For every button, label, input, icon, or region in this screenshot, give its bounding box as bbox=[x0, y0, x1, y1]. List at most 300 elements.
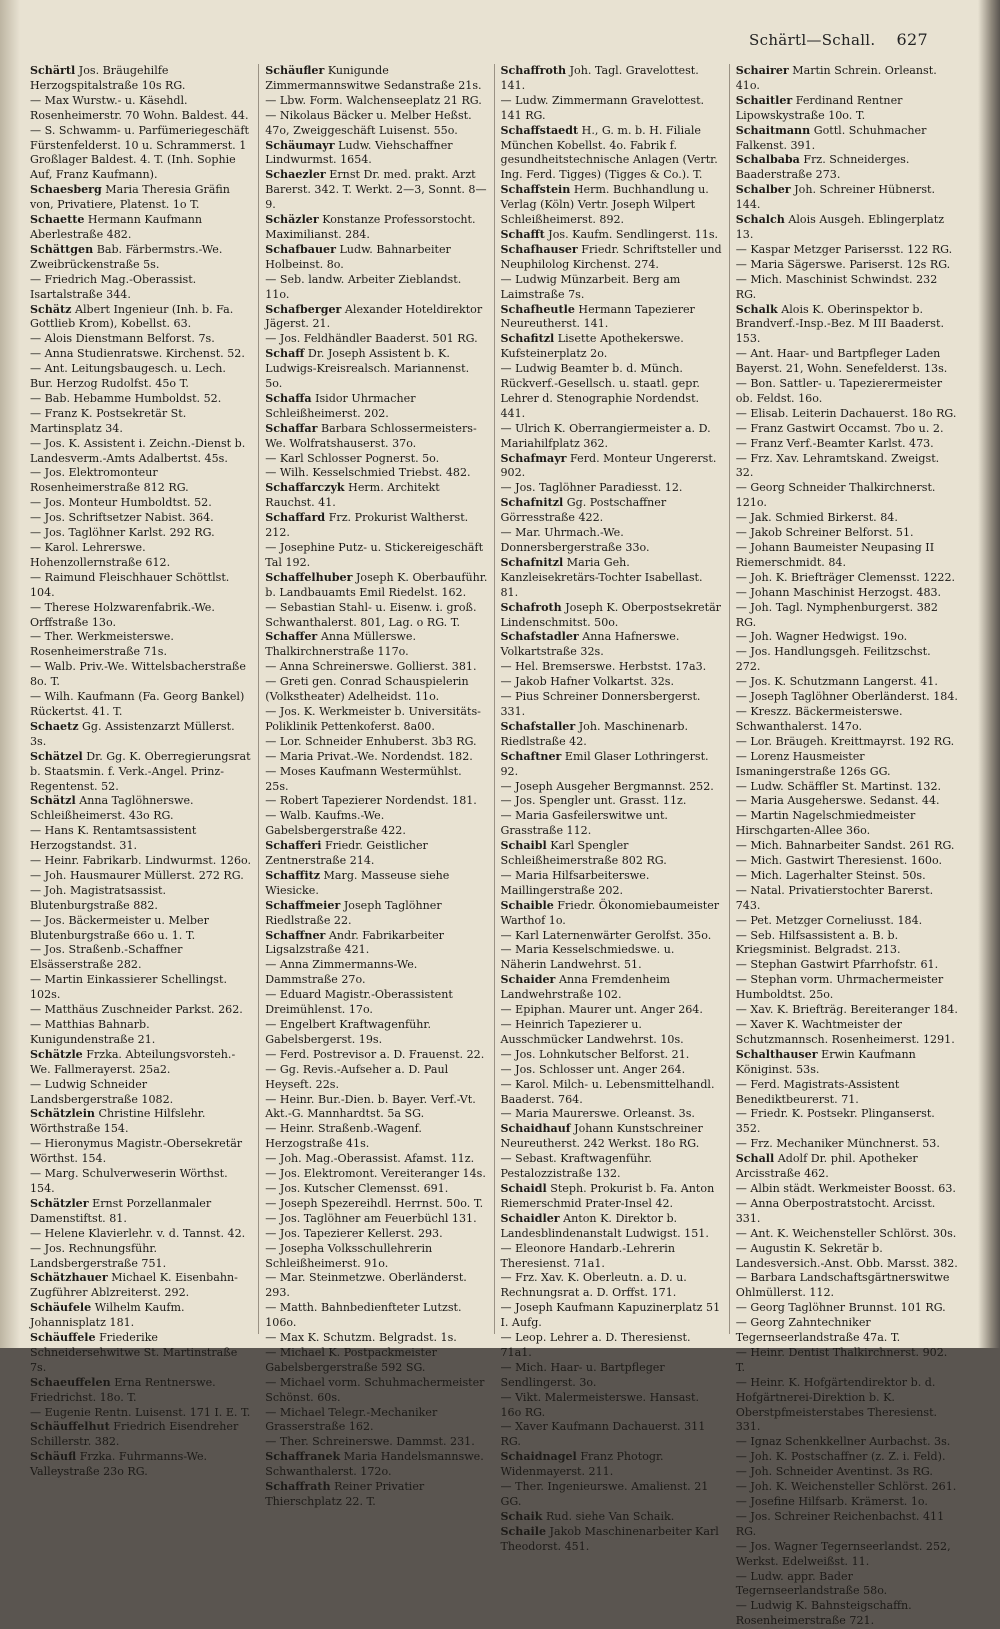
entry-text: — Ignaz Schenkkellner Aurbachst. 3s. bbox=[735, 1435, 951, 1449]
directory-entry bbox=[30, 273, 252, 303]
entry-text: Isidor Uhrmacher Schleißheimerst. 202. bbox=[265, 391, 416, 420]
entry-surname: Schaffstein bbox=[500, 183, 571, 197]
entry-text: — Michael K. Postpackmeister Gabelsbergerstraße 592 SG. bbox=[265, 1345, 437, 1374]
entry-text: — Joseph Kaufmann Kapuzinerplatz 51 I. Aufg. bbox=[500, 1301, 721, 1330]
entry-surname: Schätzel bbox=[30, 749, 83, 763]
directory-entry bbox=[265, 347, 487, 392]
directory-entry bbox=[30, 750, 252, 795]
entry-text: Ludw. Bahnarbeiter Holbeinst. 8o. bbox=[265, 242, 451, 271]
entry-text: Alois K. Oberinspektor b. Brandverf.-Insp.-Bez. M III Baaderst. 153. bbox=[735, 302, 944, 346]
entry-text: Kunigunde Zimmermannswitwe Sedanstraße 21s. bbox=[265, 64, 482, 92]
entry-text: — Joh. Mag.-Oberassist. Afamst. 11z. bbox=[265, 1152, 475, 1166]
directory-entry bbox=[736, 1137, 958, 1152]
directory-entry bbox=[265, 660, 487, 675]
entry-text: — Jos. K. Werkmeister b. Universitäts-Poliklinik Pettenkoferst. 8a00. bbox=[265, 704, 481, 733]
entry-text: Hermann Tapezierer Neureutherst. 141. bbox=[500, 302, 695, 331]
entry-text: — Frz. Mechaniker Münchnerst. 53. bbox=[735, 1137, 940, 1151]
entry-text: — Engelbert Kraftwagenführ. Gabelsbergerst. 19s. bbox=[265, 1018, 431, 1046]
entry-text: — Ludwig K. Bahnsteigschaffn. Rosenheimerstraße 721. bbox=[735, 1599, 912, 1628]
entry-text: — Natal. Privatierstochter Barerst. 743. bbox=[735, 883, 934, 912]
directory-entry bbox=[736, 958, 958, 973]
directory-entry bbox=[30, 720, 252, 750]
entry-surname: Schafnitzl bbox=[500, 496, 564, 510]
entry-surname: Schaftner bbox=[500, 749, 562, 763]
entry-text: — Matthäus Zuschneider Parkst. 262. bbox=[30, 1003, 243, 1017]
directory-entry bbox=[265, 675, 487, 705]
entry-text: Friedr. Ökonomiebaumeister Warthof 1o. bbox=[500, 898, 720, 927]
entry-text: Joh. Schreiner Hübnerst. 144. bbox=[735, 183, 936, 212]
entry-surname: Schäufl bbox=[30, 1450, 77, 1464]
entry-text: — Lorenz Hausmeister Ismaningerstraße 126s GG. bbox=[735, 749, 891, 778]
directory-entry bbox=[265, 303, 487, 333]
directory-entry bbox=[30, 1078, 252, 1108]
column-3 bbox=[494, 64, 729, 1553]
directory-entry bbox=[30, 541, 252, 571]
entry-text: — Maria Sägerswe. Pariserst. 12s RG. bbox=[735, 257, 951, 271]
entry-text: Anna Müllerswe. Thalkirchnerstraße 117o. bbox=[265, 630, 417, 659]
directory-entry bbox=[30, 824, 252, 854]
entry-text: Friedr. Geistlicher Zentnerstraße 214. bbox=[265, 839, 428, 868]
directory-entry bbox=[265, 109, 487, 139]
entry-surname: Schaidhauf bbox=[500, 1122, 571, 1136]
directory-entry bbox=[265, 1346, 487, 1376]
directory-entry bbox=[265, 1406, 487, 1436]
directory-entry bbox=[30, 1107, 252, 1137]
directory-entry bbox=[736, 571, 958, 586]
entry-text: — Ant. K. Weichensteller Schlörst. 30s. bbox=[735, 1226, 957, 1240]
directory-entry bbox=[30, 854, 252, 869]
directory-entry bbox=[736, 1570, 958, 1600]
entry-text: — Jos. Lohnkutscher Belforst. 21. bbox=[500, 1047, 690, 1061]
directory-entry bbox=[30, 332, 252, 347]
directory-entry bbox=[30, 1018, 252, 1048]
entry-text: — Kreszz. Bäckermeisterswe. Schwanthalerst. 147o. bbox=[735, 704, 903, 733]
directory-entry bbox=[501, 243, 723, 273]
entry-text: — Anna Oberpostratstocht. Arcisst. 331. bbox=[735, 1196, 936, 1225]
entry-text: — Hel. Bremserswe. Herbstst. 17a3. bbox=[500, 660, 707, 674]
entry-surname: Schaffstaedt bbox=[500, 123, 579, 137]
entry-text: Frz. Prokurist Waltherst. 212. bbox=[265, 511, 469, 540]
directory-entry bbox=[265, 1122, 487, 1152]
entry-surname: Schärtl bbox=[30, 64, 76, 77]
entry-surname: Schäuffele bbox=[30, 1331, 96, 1345]
directory-entry bbox=[265, 1018, 487, 1048]
entry-text: — Franz K. Postsekretär St. Martinsplatz 34. bbox=[30, 406, 187, 435]
entry-text: — Xaver K. Wachtmeister der Schutzmannsch. Rosenheimerst. 1291. bbox=[735, 1018, 955, 1046]
entry-text: — Matth. Bahnbedienfteter Lutzst. 106o. bbox=[265, 1301, 462, 1330]
directory-entry bbox=[30, 124, 252, 184]
directory-entry bbox=[501, 1003, 723, 1018]
entry-text: — Greti gen. Conrad Schauspielerin (Volkstheater) Adelheidst. 11o. bbox=[265, 675, 469, 704]
directory-entry bbox=[736, 407, 958, 422]
directory-entry bbox=[30, 1048, 252, 1078]
entry-text: Frz. Schneiderges. Baaderstraße 273. bbox=[735, 153, 910, 182]
entry-text: Jos. Bräugehilfe Herzogspitalstraße 10s RG. bbox=[30, 64, 186, 92]
directory-entry bbox=[265, 794, 487, 809]
entry-text: — Joseph Ausgeher Bergmannst. 252. bbox=[500, 779, 714, 793]
entry-surname: Schafhauser bbox=[500, 242, 578, 256]
directory-entry bbox=[265, 1227, 487, 1242]
entry-text: Reiner Privatier Thierschplatz 22. T. bbox=[265, 1480, 425, 1508]
directory-entry bbox=[501, 452, 723, 482]
entry-text: — Michael Telegr.-Mechaniker Grasserstraße 162. bbox=[265, 1405, 438, 1434]
entry-text: — Jos. Wagner Tegernseerlandst. 252, Werkst. Edelweißst. 11. bbox=[735, 1539, 951, 1568]
entry-text: — Ther. Ingenieurswe. Amalienst. 21 GG. bbox=[500, 1480, 709, 1508]
directory-entry bbox=[501, 1301, 723, 1331]
entry-surname: Schaffner bbox=[265, 928, 326, 942]
directory-entry bbox=[501, 899, 723, 929]
directory-entry bbox=[736, 973, 958, 1003]
entry-text: — Jos. K. Assistent i. Zeichn.-Dienst b. Landesverm.-Amts Adalbertst. 45s. bbox=[30, 436, 246, 465]
entry-text: — Jos. Taglöhner am Feuerbüchl 131. bbox=[265, 1211, 477, 1225]
directory-entry bbox=[736, 1346, 958, 1376]
entry-text: — Joseph Taglöhner Oberländerst. 184. bbox=[735, 690, 958, 704]
entry-text: — Jos. Handlungsgeh. Feilitzschst. 272. bbox=[735, 645, 931, 674]
directory-entry bbox=[501, 1480, 723, 1510]
directory-entry bbox=[30, 1242, 252, 1272]
directory-entry bbox=[736, 526, 958, 541]
directory-entry bbox=[265, 452, 487, 467]
entry-text: — Matthias Bahnarb. Kunigundenstraße 21. bbox=[30, 1018, 156, 1046]
entry-text: Herm. Buchhandlung u. Verlag (Köln) Vertr. Joseph Wilpert Schleißheimerst. 892. bbox=[500, 183, 709, 227]
entry-text: — Mich. Lagerhalter Steinst. 50s. bbox=[735, 868, 926, 882]
directory-entry bbox=[501, 496, 723, 526]
directory-entry bbox=[265, 1435, 487, 1450]
directory-entry bbox=[501, 943, 723, 973]
entry-surname: Schätzhauer bbox=[30, 1271, 108, 1285]
directory-entry bbox=[736, 422, 958, 437]
entry-text: Anton K. Direktor b. Landesblindenanstalt Ludwigst. 151. bbox=[500, 1211, 709, 1240]
entry-text: Alois Ausgeh. Eblingerplatz 13. bbox=[735, 213, 945, 241]
directory-entry bbox=[736, 64, 958, 94]
directory-entry bbox=[501, 780, 723, 795]
entry-text: — Heinr. Fabrikarb. Lindwurmst. 126o. bbox=[30, 854, 252, 868]
directory-entry bbox=[501, 794, 723, 809]
entry-surname: Schaidler bbox=[500, 1211, 560, 1225]
entry-surname: Schaffa bbox=[265, 391, 312, 405]
entry-text: — Jos. Spengler unt. Grasst. 11z. bbox=[500, 794, 687, 808]
directory-entry bbox=[736, 690, 958, 705]
entry-text: — Heinr. Straßenb.-Wagenf. Herzogstraße 41s. bbox=[265, 1122, 422, 1151]
entry-surname: Schafroth bbox=[500, 600, 562, 614]
directory-entry bbox=[501, 1420, 723, 1450]
entry-text: — Maria Gasfeilerswitwe unt. Grasstraße 112. bbox=[500, 809, 668, 838]
entry-text: — Jos. Elektromont. Vereiteranger 14s. bbox=[265, 1167, 486, 1181]
directory-entry bbox=[736, 1495, 958, 1510]
entry-text: — Sebastian Stahl- u. Eisenw. i. groß. Schwanthalerst. 801, Lag. o RG. T. bbox=[265, 600, 477, 629]
directory-entry bbox=[501, 556, 723, 601]
directory-entry bbox=[501, 1331, 723, 1361]
entry-text: — Ulrich K. Oberrangiermeister a. D. Mariahilfplatz 362. bbox=[500, 421, 711, 450]
entry-text: — Ludwig Münzarbeit. Berg am Laimstraße 7s. bbox=[500, 272, 681, 301]
directory-entry bbox=[30, 466, 252, 496]
entry-text: Anna Taglöhnerswe. Schleißheimerst. 43o RG. bbox=[30, 794, 194, 823]
directory-entry bbox=[30, 183, 252, 213]
directory-entry bbox=[501, 362, 723, 422]
directory-entry bbox=[736, 452, 958, 482]
directory-entry bbox=[501, 630, 723, 660]
entry-surname: Schättgen bbox=[30, 242, 94, 256]
directory-entry bbox=[265, 1182, 487, 1197]
directory-entry bbox=[30, 630, 252, 660]
entry-text: Gg. Postschaffner Görresstraße 422. bbox=[500, 496, 667, 525]
entry-text: — Maria Kesselschmiedswe. u. Näherin Landwehrst. 51. bbox=[500, 943, 675, 972]
entry-text: — Joh. Wagner Hedwigst. 19o. bbox=[735, 630, 908, 644]
directory-entry bbox=[736, 914, 958, 929]
entry-text: — Maria Ausgeherswe. Sedanst. 44. bbox=[735, 794, 940, 808]
entry-text: Christine Hilfslehr. Wörthstraße 154. bbox=[30, 1107, 206, 1136]
directory-entry bbox=[265, 1480, 487, 1510]
entry-text: — Jos. Kutscher Clemensst. 691. bbox=[265, 1181, 449, 1195]
entry-surname: Schafmayr bbox=[500, 451, 567, 465]
column-4 bbox=[729, 64, 964, 1628]
entry-text: — Ther. Werkmeisterswe. Rosenheimerstraße 71s. bbox=[30, 630, 174, 659]
entry-text: — Joh. Magistratsassist. Blutenburgstraße 882. bbox=[30, 883, 167, 912]
directory-entry bbox=[736, 541, 958, 571]
directory-entry bbox=[501, 332, 723, 362]
directory-entry bbox=[501, 1361, 723, 1391]
entry-surname: Schäumayr bbox=[265, 138, 335, 152]
directory-entry bbox=[265, 94, 487, 109]
directory-entry bbox=[265, 1301, 487, 1331]
directory-entry bbox=[736, 1450, 958, 1465]
directory-entry bbox=[265, 332, 487, 347]
page-header bbox=[749, 30, 928, 49]
entry-text: — Joh. Hausmaurer Müllerst. 272 RG. bbox=[30, 868, 244, 882]
directory-entry bbox=[30, 794, 252, 824]
entry-text: — Max K. Schutzm. Belgradst. 1s. bbox=[265, 1331, 457, 1345]
directory-entry bbox=[501, 1271, 723, 1301]
entry-text: Dr. Gg. K. Oberregierungsrat b. Staatsmin. f. Verk.-Angel. Prinz-Regentenst. 52. bbox=[30, 749, 251, 793]
entry-text: — Joh. Tagl. Nymphenburgerst. 382 RG. bbox=[735, 600, 938, 629]
directory-entry bbox=[30, 1271, 252, 1301]
entry-text: — Jakob Schreiner Belforst. 51. bbox=[735, 526, 914, 540]
entry-text: — Robert Tapezierer Nordendst. 181. bbox=[265, 794, 477, 808]
directory-entry bbox=[736, 511, 958, 526]
directory-entry bbox=[736, 1376, 958, 1436]
directory-entry bbox=[501, 973, 723, 1003]
entry-text: Lisette Apothekerswe. Kufsteinerplatz 2o. bbox=[500, 332, 684, 361]
entry-text: — Jak. Schmied Birkerst. 84. bbox=[735, 511, 898, 525]
directory-entry bbox=[265, 541, 487, 571]
entry-text: — Jos. Rechnungsführ. Landsbergerstraße 751. bbox=[30, 1241, 167, 1270]
entry-text: — Ludw. Schäffler St. Martinst. 132. bbox=[735, 779, 942, 793]
entry-surname: Schäzler bbox=[265, 213, 319, 227]
directory-entry bbox=[736, 377, 958, 407]
directory-entry bbox=[736, 243, 958, 258]
entry-text: Dr. Joseph Assistent b. K. Ludwigs-Kreisrealsch. Mariannenst. 5o. bbox=[265, 347, 470, 391]
entry-text: — Jakob Hafner Volkartst. 32s. bbox=[500, 675, 675, 689]
entry-surname: Schairer bbox=[735, 64, 789, 77]
entry-text: Jos. Kaufm. Sendlingerst. 11s. bbox=[548, 227, 719, 241]
directory-entry bbox=[736, 705, 958, 735]
entry-text: — Johann Baumeister Neupasing II Riemerschmidt. 84. bbox=[735, 541, 935, 569]
directory-entry bbox=[736, 884, 958, 914]
entry-surname: Schaible bbox=[500, 898, 554, 912]
directory-entry bbox=[265, 899, 487, 929]
page-number: 627 bbox=[896, 30, 928, 49]
entry-text: — Mar. Steinmetzwe. Oberländerst. 293. bbox=[265, 1271, 467, 1300]
directory-entry bbox=[265, 243, 487, 273]
entry-surname: Schaffar bbox=[265, 421, 318, 435]
directory-entry bbox=[501, 1182, 723, 1212]
directory-entry bbox=[736, 213, 958, 243]
directory-entry bbox=[501, 1391, 723, 1421]
directory-entry bbox=[30, 1197, 252, 1227]
entry-text: Maria Geh. Kanzleisekretärs-Tochter Isabellast. 81. bbox=[500, 555, 703, 599]
entry-surname: Schäuffelhut bbox=[30, 1420, 110, 1434]
entry-surname: Schalthauser bbox=[735, 1047, 818, 1061]
entry-surname: Schaffranek bbox=[265, 1450, 341, 1464]
directory-entry bbox=[30, 601, 252, 631]
entry-text: — Max Wurstw.- u. Käsehdl. Rosenheimerstr. 70 Wohn. Baldest. 44. bbox=[30, 93, 249, 122]
directory-entry bbox=[501, 675, 723, 690]
directory-entry bbox=[265, 1093, 487, 1123]
entry-text: — Karl Schlosser Pognerst. 5o. bbox=[265, 451, 440, 465]
directory-entry bbox=[30, 690, 252, 720]
directory-entry bbox=[265, 213, 487, 243]
entry-text: — Epiphan. Maurer unt. Anger 264. bbox=[500, 1003, 703, 1017]
entry-text: — Sebast. Kraftwagenführ. Pestalozzistraße 132. bbox=[500, 1152, 652, 1181]
entry-surname: Schafstadler bbox=[500, 630, 579, 644]
entry-text: Hermann Kaufmann Aberlestraße 482. bbox=[30, 213, 202, 241]
entry-text: — Hans K. Rentamtsassistent Herzogstandst. 31. bbox=[30, 824, 197, 853]
entry-text: Friedrich Eisendreher Schillerstr. 382. bbox=[30, 1420, 239, 1449]
directory-entry bbox=[736, 258, 958, 273]
directory-entry bbox=[265, 601, 487, 631]
entry-text: Jakob Maschinenarbeiter Karl Theodorst. 451. bbox=[500, 1524, 719, 1553]
entry-text: — Moses Kaufmann Westermühlst. 25s. bbox=[265, 764, 462, 793]
entry-surname: Schätzlein bbox=[30, 1107, 95, 1121]
directory-entry bbox=[736, 153, 958, 183]
directory-entry bbox=[265, 958, 487, 988]
entry-text: — Karl Laternenwärter Gerolfst. 35o. bbox=[500, 928, 712, 942]
entry-text: — Ther. Schreinerswe. Dammst. 231. bbox=[265, 1435, 475, 1449]
directory-entry bbox=[265, 1376, 487, 1406]
directory-entry bbox=[736, 780, 958, 795]
directory-entry bbox=[30, 914, 252, 944]
entry-text: — Jos. Schriftsetzer Nabist. 364. bbox=[30, 511, 214, 525]
entry-text: Joh. Tagl. Gravelottest. 141. bbox=[500, 64, 699, 92]
entry-surname: Schaffrath bbox=[265, 1480, 331, 1494]
entry-surname: Schaffroth bbox=[500, 64, 567, 77]
entry-text: — Jos. Elektromonteur Rosenheimerstraße 812 RG. bbox=[30, 466, 189, 495]
entry-text: — Walb. Priv.-We. Wittelsbacherstraße 8o. T. bbox=[30, 660, 246, 689]
directory-entry bbox=[30, 437, 252, 467]
running-title: Schärtl—Schall. bbox=[749, 31, 876, 49]
entry-surname: Schaffmeier bbox=[265, 898, 341, 912]
entry-text: Steph. Prokurist b. Fa. Anton Riemerschmid Prater-Insel 42. bbox=[500, 1181, 715, 1210]
directory-entry bbox=[265, 392, 487, 422]
entry-text: — Maria Privat.-We. Nordendst. 182. bbox=[265, 749, 473, 763]
directory-entry bbox=[736, 839, 958, 854]
entry-surname: Schaider bbox=[500, 973, 556, 987]
entry-surname: Schall bbox=[735, 1152, 775, 1166]
directory-entry bbox=[265, 422, 487, 452]
directory-entry bbox=[501, 228, 723, 243]
directory-entry bbox=[501, 809, 723, 839]
entry-text: — Josepha Volksschullehrerin Schleißheimerst. 91o. bbox=[265, 1241, 433, 1270]
columns bbox=[24, 64, 964, 1628]
directory-entry bbox=[501, 720, 723, 750]
entry-text: Frzka. Abteilungsvorsteh.-We. Fallmerayerst. 25a2. bbox=[30, 1047, 236, 1076]
directory-entry bbox=[501, 481, 723, 496]
entry-text: Joseph K. Oberpostsekretär Lindenschmitst. 50o. bbox=[500, 600, 721, 629]
entry-text: — Stephan Gastwirt Pfarrhofstr. 61. bbox=[735, 958, 939, 972]
entry-text: — Marg. Schulverweserin Wörthst. 154. bbox=[30, 1167, 228, 1195]
directory-entry bbox=[265, 705, 487, 735]
entry-text: Konstanze Professorstocht. Maximilianst. 284. bbox=[265, 213, 476, 241]
directory-entry bbox=[265, 1331, 487, 1346]
entry-text: — Michael vorm. Schuhmachermeister Schönst. 60s. bbox=[265, 1375, 485, 1404]
entry-text: — Elisab. Leiterin Dachauerst. 18o RG. bbox=[735, 406, 957, 420]
entry-text: Martin Schrein. Orleanst. 41o. bbox=[735, 64, 937, 92]
entry-surname: Schafnitzl bbox=[500, 555, 564, 569]
entry-text: — Helene Klavierlehr. v. d. Tannst. 42. bbox=[30, 1226, 246, 1240]
directory-entry bbox=[30, 1167, 252, 1197]
entry-text: — Jos. Schlosser unt. Anger 264. bbox=[500, 1062, 686, 1076]
directory-entry bbox=[265, 809, 487, 839]
directory-entry bbox=[736, 854, 958, 869]
entry-surname: Schäufler bbox=[265, 64, 325, 77]
entry-text: — Albin städt. Werkmeister Boosst. 63. bbox=[735, 1181, 956, 1195]
column-2 bbox=[258, 64, 493, 1508]
entry-text: — Georg Taglöhner Brunnst. 101 RG. bbox=[735, 1301, 946, 1315]
entry-surname: Schaffarczyk bbox=[265, 481, 345, 495]
directory-entry bbox=[501, 1242, 723, 1272]
entry-text: Bab. Färbermstrs.-We. Zweibrückenstraße 5s. bbox=[30, 242, 223, 271]
directory-entry bbox=[265, 466, 487, 481]
entry-text: Joseph Taglöhner Riedlstraße 22. bbox=[265, 898, 442, 927]
directory-entry bbox=[736, 735, 958, 750]
directory-entry bbox=[30, 362, 252, 392]
directory-entry bbox=[501, 1063, 723, 1078]
directory-entry bbox=[265, 765, 487, 795]
directory-entry bbox=[736, 809, 958, 839]
directory-entry bbox=[736, 1152, 958, 1182]
directory-entry bbox=[30, 526, 252, 541]
entry-surname: Schaitmann bbox=[735, 123, 811, 137]
directory-entry bbox=[736, 1435, 958, 1450]
directory-entry bbox=[736, 645, 958, 675]
directory-entry bbox=[265, 1152, 487, 1167]
entry-text: — Ludw. Zimmermann Gravelottest. 141 RG. bbox=[500, 93, 705, 122]
directory-entry bbox=[30, 1331, 252, 1376]
directory-entry bbox=[30, 94, 252, 124]
directory-entry bbox=[501, 1122, 723, 1152]
entry-text: — Heinrich Tapezierer u. Ausschmücker Landwehrst. 10s. bbox=[500, 1018, 684, 1046]
directory-entry bbox=[736, 1018, 958, 1048]
entry-text: — Jos. Schreiner Reichenbachst. 411 RG. bbox=[735, 1509, 945, 1538]
entry-text: — Georg Schneider Thalkirchnerst. 121o. bbox=[735, 481, 936, 510]
entry-surname: Schaetz bbox=[30, 719, 79, 733]
entry-text: — Mich. Bahnarbeiter Sandst. 261 RG. bbox=[735, 839, 955, 853]
entry-text: — Jos. Feldhändler Baaderst. 501 RG. bbox=[265, 332, 478, 346]
entry-text: — Jos. Straßenb.-Schaffner Elsässerstraße 282. bbox=[30, 943, 183, 972]
entry-surname: Schaeuffelen bbox=[30, 1375, 111, 1389]
entry-text: — Jos. K. Schutzmann Langerst. 41. bbox=[735, 675, 938, 689]
entry-surname: Schätzle bbox=[30, 1047, 83, 1061]
entry-text: — Anna Schreinerswe. Gollierst. 381. bbox=[265, 660, 477, 674]
directory-entry bbox=[501, 690, 723, 720]
entry-surname: Schaff bbox=[265, 347, 305, 361]
entry-text: — Martin Nagelschmiedmeister Hirschgarten-Allee 36o. bbox=[735, 809, 916, 838]
directory-entry bbox=[736, 124, 958, 154]
directory-entry bbox=[501, 929, 723, 944]
directory-entry bbox=[736, 1107, 958, 1137]
entry-text: — Jos. Tapezierer Kellerst. 293. bbox=[265, 1226, 443, 1240]
entry-text: — Johann Maschinist Herzogst. 483. bbox=[735, 585, 942, 599]
